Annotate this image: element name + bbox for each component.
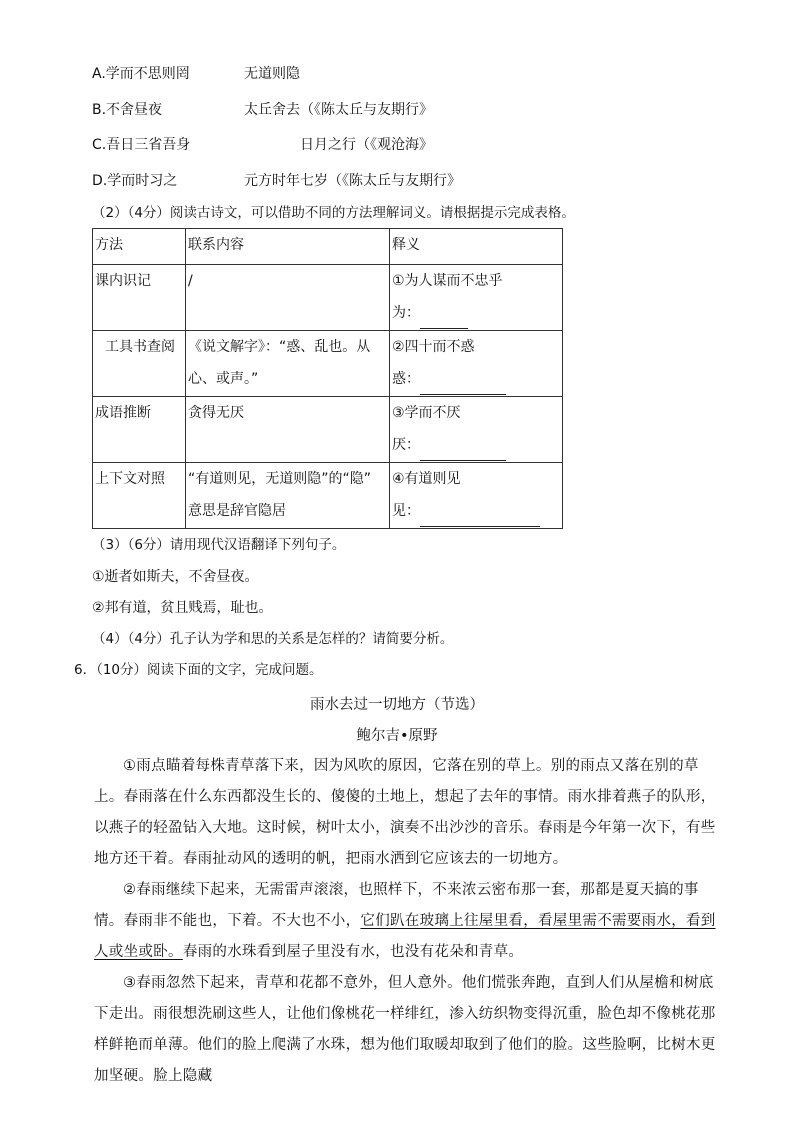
row-meaning-example: ③学而不厌: [392, 405, 461, 421]
answer-blank[interactable]: [420, 510, 540, 527]
row-meaning-word: 见：: [392, 503, 420, 519]
question-3-item: ②邦有道，贫且贱焉，耻也。: [92, 600, 273, 616]
row-content-continued: 意思是辞官隐居: [188, 503, 286, 519]
option-a-left: A.学而不思则罔: [92, 66, 190, 82]
table-row: [93, 463, 563, 529]
option-a-right: 无道则隐: [244, 66, 300, 82]
row-meaning-word: 惑：: [392, 371, 420, 387]
underlined-sentence: 它们趴在玻璃上往屋里看，看屋里需不需要雨水，看到人或坐或卧。: [94, 913, 716, 960]
question-3-item: ①逝者如斯夫，不舍昼夜。: [92, 569, 259, 585]
row-method: 成语推断: [95, 405, 151, 421]
article-body: [94, 751, 726, 1092]
option-c-left: C.吾日三省吾身: [92, 137, 191, 153]
table-row: [93, 265, 563, 331]
table-row: [93, 397, 563, 463]
row-content: /: [188, 273, 193, 289]
option-b-left: B.不舍昼夜: [92, 102, 163, 118]
answer-blank[interactable]: [420, 378, 506, 395]
paragraph-2-text-end: 春雨的水珠看到屋子里没有水，也没有花朵和青草。: [182, 944, 524, 960]
method-table: [92, 228, 563, 529]
row-meaning-example: ④有道则见: [392, 471, 461, 487]
question-2: （2）（4分）阅读古诗文，可以借助不同的方法理解词义。请根据提示完成表格。: [92, 205, 575, 221]
row-meaning-word: 厌：: [392, 437, 420, 453]
option-b-right: 太丘舍去（《陈太丘与友期行》: [244, 102, 433, 118]
paragraph-2-text: ②春雨继续下起来，无需雷声滚滚，也照样下，不来浓云密布那一套，那都是夏天搞的事情。春雨非不能也，下着。不大也不小，: [94, 882, 699, 929]
row-meaning-example: ②四十而不惑: [392, 339, 475, 355]
row-content: 《说文解字》：“惑、乱也。从: [188, 339, 371, 355]
header-method: 方法: [95, 237, 123, 253]
row-method: 课内识记: [95, 273, 151, 289]
header-meaning: 释义: [392, 237, 420, 253]
article-title: 雨水去过一切地方（节选）: [310, 697, 484, 713]
article-author: 鲍尔吉•原野: [356, 728, 438, 744]
question-3: （3）（6分）请用现代汉语翻译下列句子。: [92, 537, 346, 553]
table-row: [93, 331, 563, 397]
paragraph-3: ③春雨忽然下起来，青草和花都不意外，但人意外。他们慌张奔跑，直到人们从屋檐和树底下走出。雨很想洗刷这些人，让他们像桃花一样绯红，渗入纺织物变得沉重，脸色却不像桃花那样鲜艳而单薄。他们的脸上爬满了水珠，想为他们取暖却取到了他们的脸。这些脸啊，比树木更加坚硬。脸上隐藏: [94, 975, 716, 1084]
header-content: 联系内容: [188, 237, 244, 253]
row-meaning-word: 为：: [392, 305, 420, 321]
row-meaning-example: ①为人谋而不忠乎: [392, 273, 503, 289]
row-content: “有道则见，无道则隐”的“隐”: [188, 471, 372, 487]
question-6: 6．（10分）阅读下面的文字，完成问题。: [74, 662, 323, 678]
option-d-right: 元方时年七岁（《陈太丘与友期行》: [244, 173, 461, 189]
paragraph-1: ①雨点瞄着每株青草落下来，因为风吹的原因，它落在别的草上。别的雨点又落在别的草上。春雨落在什么东西都没生长的、傻傻的土地上，想起了去年的事情。雨水排着燕子的队形，以燕子的轻盈钻入大地。这时候，树叶太小，演奏不出沙沙的音乐。春雨是今年第一次下，有些地方还干着。春雨扯动风的透明的帆，把雨水洒到它应该去的一切地方。: [94, 758, 716, 867]
row-content: 贪得无厌: [188, 405, 244, 421]
answer-blank[interactable]: [420, 444, 506, 461]
row-method: 上下文对照: [95, 471, 165, 487]
question-4: （4）（4分）孔子认为学和思的关系是怎样的？请简要分析。: [92, 631, 454, 647]
option-d-left: D.学而时习之: [92, 173, 178, 189]
row-content-continued: 心、或声。”: [188, 371, 259, 387]
row-method: 工具书查阅: [105, 339, 175, 355]
answer-blank[interactable]: [420, 312, 468, 329]
table-header-row: [93, 229, 563, 265]
option-c-right: 日月之行（《观沧海》: [300, 137, 433, 153]
paragraph-2: [94, 875, 726, 968]
